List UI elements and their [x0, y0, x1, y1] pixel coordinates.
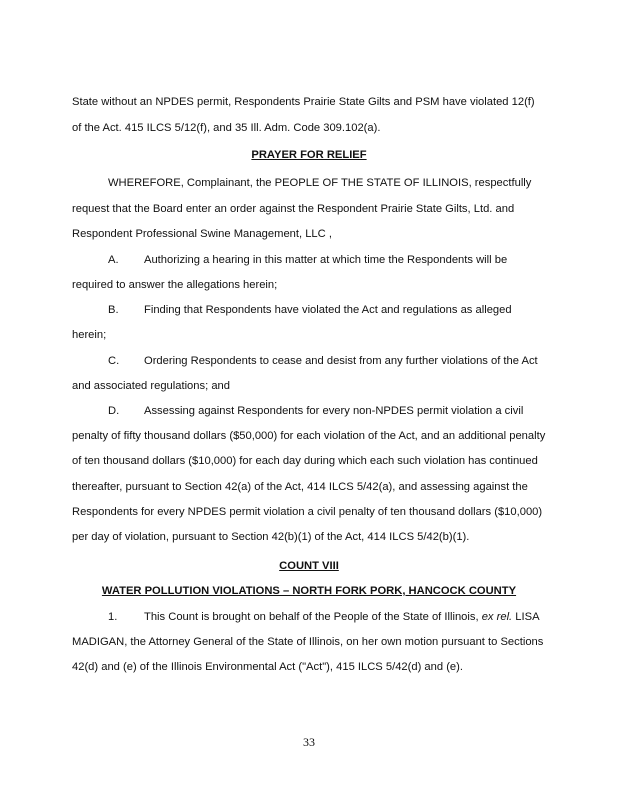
body-text-line: Ordering Respondents to cease and desist from any further violations of the Act [144, 355, 538, 367]
body-text-line: 42(d) and (e) of the Illinois Environmental Act ("Act"), 415 ILCS 5/42(d) and (e). [72, 661, 463, 673]
body-text-line: thereafter, pursuant to Section 42(a) of the Act, 414 ILCS 5/42(a), and assessing against the [72, 481, 528, 493]
body-text-line: of the Act. 415 ILCS 5/12(f), and 35 Ill. Adm. Code 309.102(a). [72, 122, 381, 134]
body-text-line: Respondent Professional Swine Management, LLC , [72, 228, 332, 240]
italic-text: ex rel. [481, 611, 513, 623]
body-text-line: WHEREFORE, Complainant, the PEOPLE OF THE STATE OF ILLINOIS, respectfully [108, 177, 532, 189]
body-text-line: penalty of fifty thousand dollars ($50,000) for each violation of the Act, and an additional penalty [72, 430, 546, 442]
body-text-line: MADIGAN, the Attorney General of the State of Illinois, on her own motion pursuant to Sections [72, 636, 544, 648]
item-label: C. [108, 355, 120, 367]
count-heading: COUNT VIII [279, 560, 339, 572]
body-text-line: Assessing against Respondents for every non-NPDES permit violation a civil [144, 405, 524, 417]
item-label: B. [108, 304, 119, 316]
body-text-line: Respondents for every NPDES permit violation a civil penalty of ten thousand dollars ($10,000) [72, 506, 543, 518]
section-heading: PRAYER FOR RELIEF [251, 149, 367, 161]
body-text-line: Finding that Respondents have violated the Act and regulations as alleged [144, 304, 512, 316]
paragraph-number: 1. [108, 611, 118, 623]
page-number: 33 [303, 735, 315, 749]
body-text-line: Authorizing a hearing in this matter at which time the Respondents will be [144, 254, 508, 266]
body-text-line [144, 610, 540, 624]
body-text-line: State without an NPDES permit, Respondents Prairie State Gilts and PSM have violated 12(f) [72, 96, 535, 108]
body-text-line: required to answer the allegations herein; [72, 279, 278, 291]
count-subheading: WATER POLLUTION VIOLATIONS – NORTH FORK PORK, HANCOCK COUNTY [101, 585, 517, 597]
item-label: A. [108, 254, 119, 266]
body-text-line: of ten thousand dollars ($10,000) for each day during which each such violation has continued [72, 455, 538, 467]
text-span: This Count is brought on behalf of the People of the State of Illinois, [144, 611, 482, 623]
text-span: LISA [512, 611, 540, 623]
body-text-line: herein; [72, 329, 107, 341]
body-text-line: per day of violation, pursuant to Section 42(b)(1) of the Act, 414 ILCS 5/42(b)(1). [72, 531, 470, 543]
body-text-line: request that the Board enter an order against the Respondent Prairie State Gilts, Ltd. and [72, 203, 515, 215]
body-text-line: and associated regulations; and [72, 380, 230, 392]
item-label: D. [108, 405, 120, 417]
